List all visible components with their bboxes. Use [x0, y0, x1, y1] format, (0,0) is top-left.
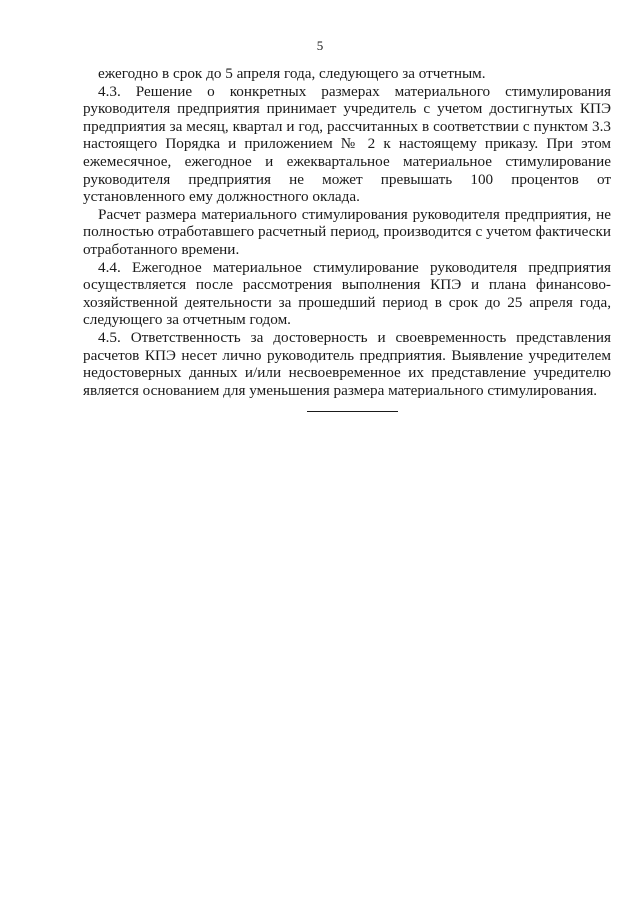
page-number: 5 — [316, 38, 324, 53]
paragraph-4-3: 4.3. Решение о конкретных размерах материального стимулирования руководителя предприятия принимает учредитель с учетом достигнутых КПЭ предприятия за месяц, квартал и год, рассчитанных в соответствии с пунктом 3.3 настоящего Порядка и приложением № 2 к настоящему приказу. При этом ежемесячное, ежегодное и ежеквартальное материальное стимулирование руководителя предприятия не может превышать 100 процентов от установленного ему должностного оклада. — [83, 82, 611, 206]
end-of-text-rule — [307, 411, 398, 412]
paragraph-4-5: 4.5. Ответственность за достоверность и своевременность представления расчетов КПЭ несет лично руководитель предприятия. Выявление учредителем недостоверных данных и/или несвоевременное их представление учредителю является основанием для уменьшения размера материального стимулирования. — [83, 328, 611, 399]
paragraph-4-4: 4.4. Ежегодное материальное стимулирование руководителя предприятия осуществляется после рассмотрения выполнения КПЭ и плана финансово-хозяйственной деятельности за прошедший период в срок до 25 апреля года, следующего за отчетным годом. — [83, 258, 611, 329]
paragraph-partial-period: Расчет размера материального стимулирования руководителя предприятия, не полностью отработавшего расчетный период, производится с учетом фактически отработанного времени. — [83, 205, 611, 258]
paragraph-continuation: ежегодно в срок до 5 апреля года, следующего за отчетным. — [98, 65, 486, 82]
document-body — [83, 65, 611, 399]
